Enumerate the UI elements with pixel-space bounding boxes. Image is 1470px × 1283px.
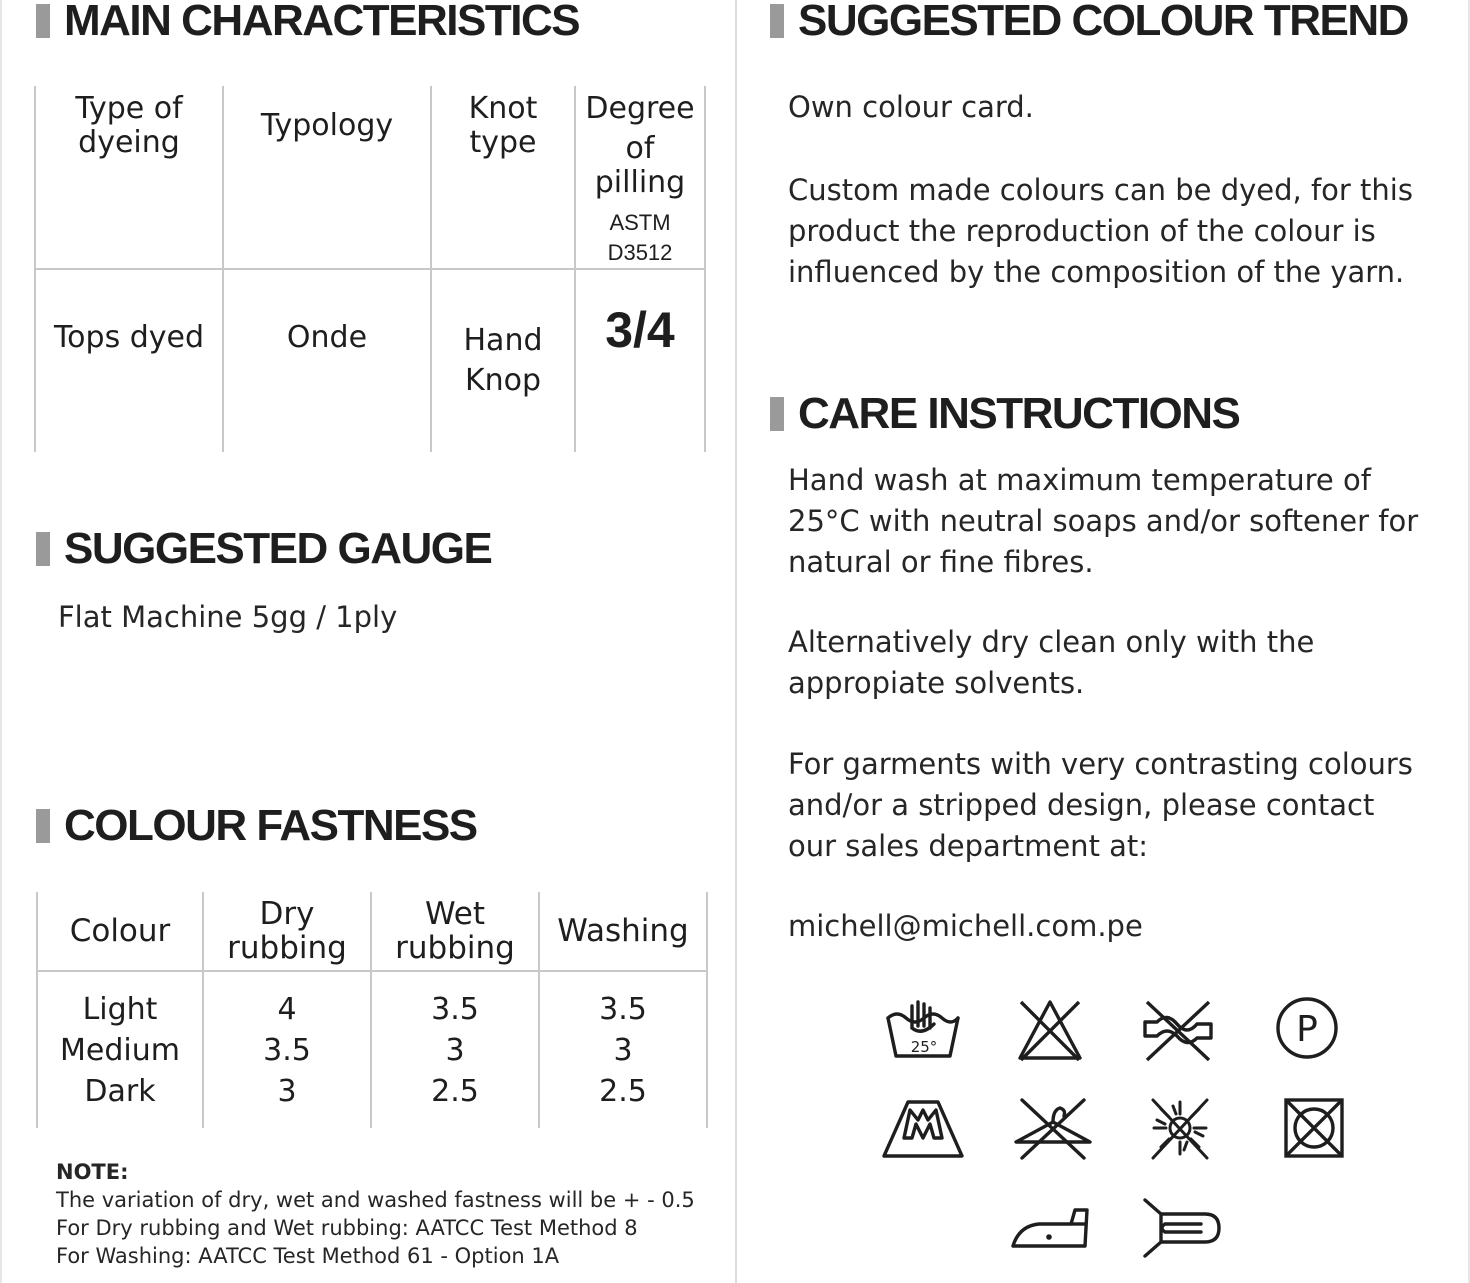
dry-light-value: 4: [277, 991, 297, 1027]
note-line: The variation of dry, wet and washed fastness will be + - 0.5: [56, 1188, 695, 1212]
shade-dark: Dark: [84, 1073, 156, 1109]
knot-header-line1: Knot: [468, 91, 538, 126]
dyeing-header-line1: Type of: [75, 91, 183, 126]
washing-header: Washing: [539, 892, 707, 971]
dry-clean-letter: P: [1296, 1009, 1318, 1050]
knot-value-line2: Knop: [464, 363, 542, 398]
dry-rubbing-values: [203, 971, 371, 1128]
main-characteristics-title: MAIN CHARACTERISTICS: [64, 0, 580, 45]
fastness-value-row: [37, 971, 707, 1128]
do-not-tumble-dry-icon: [1270, 1092, 1360, 1164]
note-title: NOTE:: [56, 1160, 129, 1184]
colour-fastness-table: [36, 892, 708, 1128]
do-not-hang-dry-icon: [1008, 1092, 1098, 1164]
heading-marker: [36, 4, 50, 38]
dyeing-header-line2: dyeing: [78, 125, 180, 160]
heading-marker: [770, 4, 784, 38]
washing-light-value: 3.5: [599, 991, 647, 1027]
colour-shades-cell: [37, 971, 203, 1128]
care-contrast-text: For garments with very contrasting colours and/or a stripped design, please contact our sales department at:: [788, 747, 1413, 863]
wet-dark-value: 2.5: [431, 1073, 479, 1109]
do-not-bleach-icon: [1005, 994, 1095, 1066]
dyeing-header: [35, 86, 223, 269]
care-instructions-heading: [770, 389, 1239, 439]
knot-value-line1: Hand: [463, 323, 543, 358]
dry-flat-in-shade-icon: [878, 1092, 968, 1164]
heading-marker: [770, 397, 784, 431]
pilling-standard: ASTM D3512: [607, 210, 673, 265]
heading-marker: [36, 809, 50, 843]
do-not-dry-in-sun-icon: [1135, 1092, 1225, 1164]
wash-temperature: 25°: [910, 1038, 938, 1056]
dry-clean-p-icon: [1262, 994, 1352, 1066]
colour-fastness-title: COLOUR FASTNESS: [64, 801, 477, 850]
characteristics-header-row: [35, 86, 705, 269]
wet-header-line1: Wet: [424, 896, 486, 932]
fastness-header-row: [37, 892, 707, 971]
wet-header-line2: rubbing: [395, 930, 515, 966]
washing-values: [539, 971, 707, 1128]
knot-header: [431, 86, 575, 269]
note-line: For Dry rubbing and Wet rubbing: AATCC Test Method 8: [56, 1216, 638, 1240]
dyeing-value: Tops dyed: [35, 269, 223, 452]
care-instructions-title: CARE INSTRUCTIONS: [798, 389, 1240, 438]
shade-medium: Medium: [60, 1032, 180, 1068]
dry-rubbing-header: [203, 892, 371, 971]
page-edge-left: [0, 0, 2, 1283]
column-divider: [735, 0, 737, 1283]
main-characteristics-heading: [36, 0, 579, 46]
wet-rubbing-header: [371, 892, 539, 971]
dry-dark-value: 3: [277, 1073, 297, 1109]
characteristics-value-row: [35, 269, 705, 452]
heading-marker: [36, 532, 50, 566]
wet-light-value: 3.5: [431, 991, 479, 1027]
sales-email[interactable]: michell@michell.com.pe: [788, 909, 1143, 943]
care-hand-wash-text: Hand wash at maximum temperature of 25°C with neutral soaps and/or softener for natural or fine fibres.: [788, 463, 1419, 579]
pilling-header-line1: Degree: [585, 91, 695, 126]
dry-flat-icon: [1135, 1192, 1225, 1264]
characteristics-table: [34, 86, 706, 452]
note-line: For Washing: AATCC Test Method 61 - Option 1A: [56, 1244, 560, 1268]
washing-dark-value: 2.5: [599, 1073, 647, 1109]
dry-header-line1: Dry: [259, 896, 315, 932]
washing-medium-value: 3: [613, 1032, 633, 1068]
do-not-wring-icon: [1133, 994, 1223, 1066]
fastness-note: [56, 1158, 695, 1270]
iron-low-icon: [1005, 1192, 1095, 1264]
knot-header-line2: type: [469, 125, 537, 160]
colour-trend-own-card: Own colour card.: [788, 90, 1034, 124]
colour-trend-title: SUGGESTED COLOUR TREND: [798, 0, 1408, 45]
typology-header-text: Typology: [260, 108, 394, 143]
hand-wash-icon: [878, 994, 968, 1066]
dry-header-line2: rubbing: [227, 930, 347, 966]
pilling-header: [575, 86, 705, 269]
suggested-gauge-heading: [36, 524, 491, 574]
colour-header: Colour: [37, 892, 203, 971]
dry-medium-value: 3.5: [263, 1032, 311, 1068]
suggested-gauge-title: SUGGESTED GAUGE: [64, 524, 492, 573]
colour-fastness-heading: [36, 801, 477, 851]
gauge-text: Flat Machine 5gg / 1ply: [58, 600, 398, 634]
pilling-grade: 3/4: [605, 302, 675, 358]
colour-trend-custom-text: Custom made colours can be dyed, for this product the reproduction of the colour is influenced by the composition of the yarn.: [788, 173, 1413, 289]
shade-light: Light: [82, 991, 158, 1027]
pilling-header-line2: of pilling: [594, 131, 686, 200]
pilling-value: [575, 269, 705, 452]
colour-trend-heading: [770, 0, 1408, 46]
knot-value: [431, 269, 575, 452]
wet-rubbing-values: [371, 971, 539, 1128]
wet-medium-value: 3: [445, 1032, 465, 1068]
typology-value: Onde: [223, 269, 431, 452]
care-dry-clean-text: Alternatively dry clean only with the appropiate solvents.: [788, 625, 1315, 700]
typology-header: [223, 86, 431, 269]
